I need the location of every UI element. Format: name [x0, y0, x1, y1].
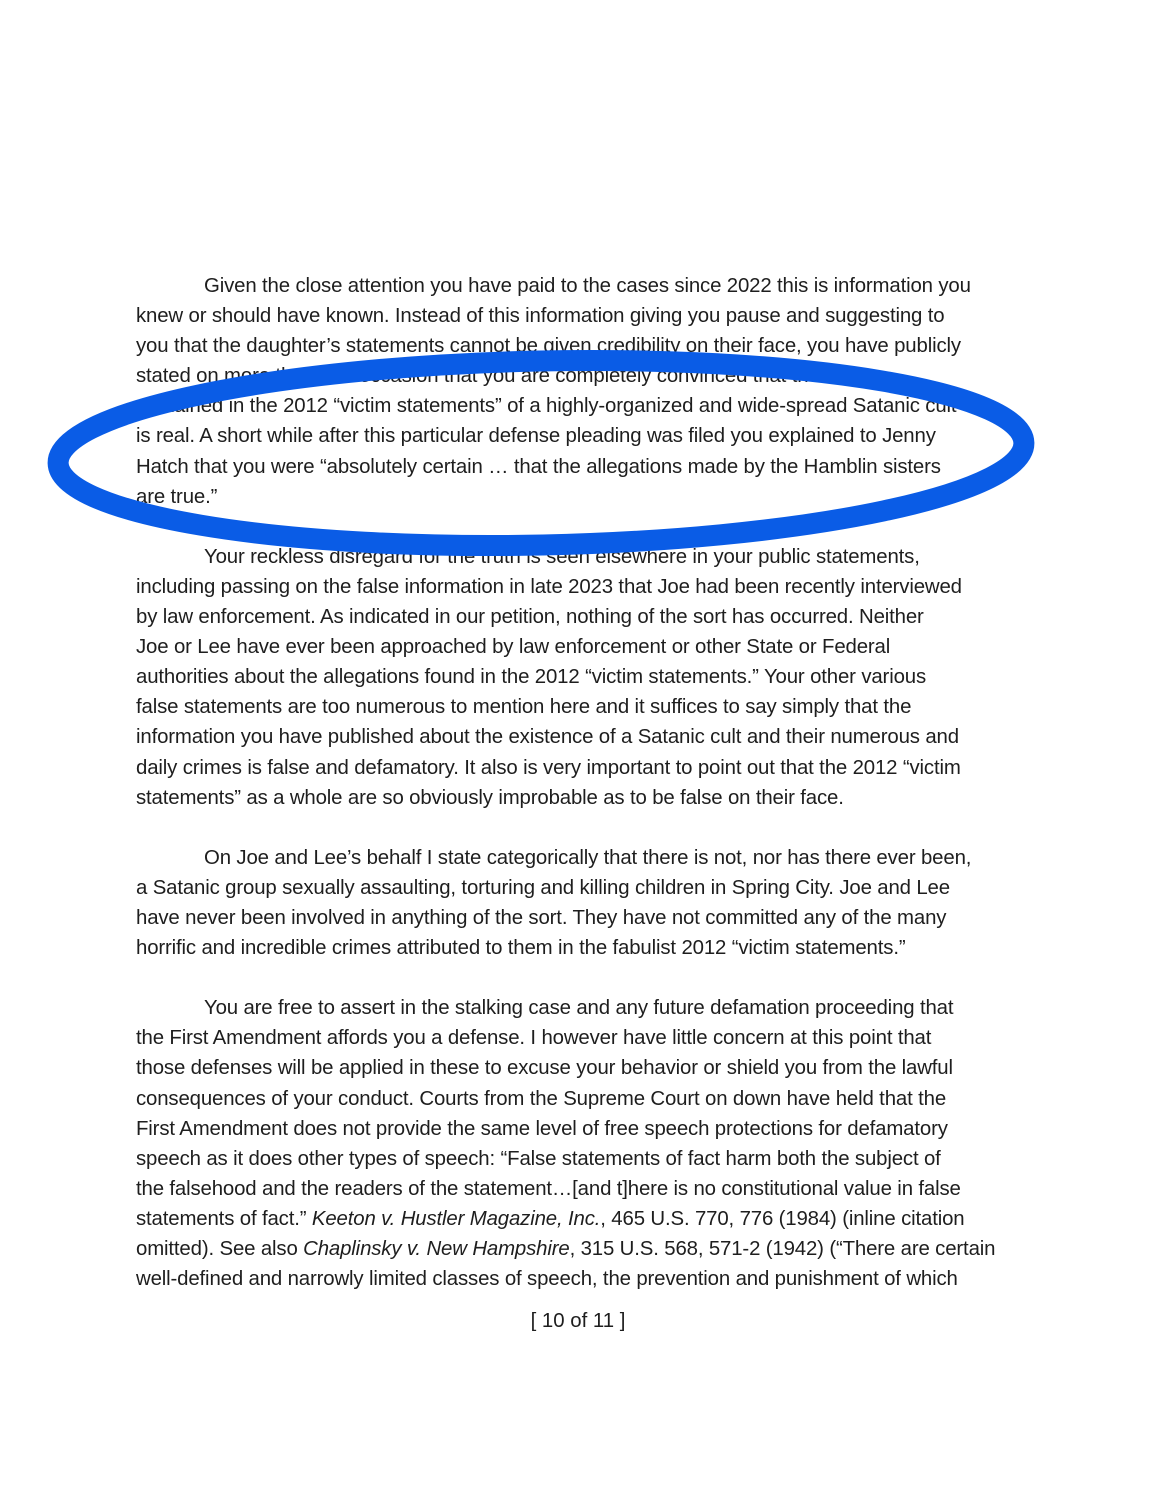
paragraph-4-line: well-defined and narrowly limited classes of speech, the prevention and punishment of which: [136, 1268, 958, 1291]
citation-post-text: , 465 U.S. 770, 776 (1984) (inline citation: [600, 1207, 965, 1230]
paragraph-1-line: Hatch that you were “absolutely certain … that the allegations made by the Hamblin sisters: [136, 455, 941, 478]
paragraph-2-line: daily crimes is false and defamatory. It also is very important to point out that the 2012 “victim: [136, 756, 961, 779]
paragraph-2-line: information you have published about the existence of a Satanic cult and their numerous and: [136, 726, 959, 749]
paragraph-1-line: is real. A short while after this particular defense pleading was filed you explained to Jenny: [136, 425, 936, 448]
paragraph-4-line: those defenses will be applied in these to excuse your behavior or shield you from the lawful: [136, 1057, 953, 1080]
paragraph-1-line: stated on more than one occasion that you are completely convinced that the story: [136, 365, 869, 388]
paragraph-spacer: [136, 963, 1021, 993]
paragraph-2-line: false statements are too numerous to mention here and it suffices to say simply that the: [136, 696, 912, 719]
paragraph-4-line: the falsehood and the readers of the statement…[and t]here is no constitutional value in false: [136, 1177, 961, 1200]
paragraph-1-line: contained in the 2012 “victim statements” of a highly-organized and wide-spread Satanic cult: [136, 395, 957, 418]
paragraph-spacer: [136, 512, 1021, 542]
paragraph-2-line: authorities about the allegations found in the 2012 “victim statements.” Your other various: [136, 666, 926, 689]
citation-pre-text: omitted). See also: [136, 1238, 304, 1260]
paragraph-3-line: a Satanic group sexually assaulting, torturing and killing children in Spring City. Joe and Lee: [136, 876, 950, 899]
paragraph-2-line: including passing on the false information in late 2023 that Joe had been recently interviewed: [136, 575, 962, 598]
citation-line-keeton: [136, 1204, 1021, 1234]
document-body: [136, 271, 1021, 1294]
paragraph-2-line: Joe or Lee have ever been approached by law enforcement or other State or Federal: [136, 636, 891, 659]
citation-line-chaplinsky: [136, 1234, 1021, 1264]
paragraph-4-line: the First Amendment affords you a defense. I however have little concern at this point that: [136, 1027, 932, 1050]
paragraph-spacer: [136, 813, 1021, 843]
paragraph-2-line: statements” as a whole are so obviously improbable as to be false on their face.: [136, 786, 844, 809]
paragraph-1-line: knew or should have known. Instead of this information giving you pause and suggesting to: [136, 305, 945, 328]
paragraph-4-line: You are free to assert in the stalking case and any future defamation proceeding that: [204, 997, 954, 1020]
case-name-chaplinsky: Chaplinsky v. New Hampshire: [303, 1238, 570, 1260]
paragraph-1-line: you that the daughter’s statements cannot be given credibility on their face, you have publicly: [136, 335, 961, 358]
paragraph-1-line: are true.”: [136, 485, 218, 508]
citation-post-text: , 315 U.S. 568, 571-2 (1942) (“There are certain: [569, 1238, 996, 1260]
paragraph-3-line: have never been involved in anything of the sort. They have not committed any of the many: [136, 906, 947, 929]
page-number: [ 10 of 11 ]: [530, 1310, 626, 1332]
paragraph-2-line: Your reckless disregard for the truth is seen elsewhere in your public statements,: [204, 545, 920, 568]
paragraph-3-line: On Joe and Lee’s behalf I state categorically that there is not, nor has there ever been,: [204, 846, 972, 869]
paragraph-2-line: by law enforcement. As indicated in our petition, nothing of the sort has occurred. Neither: [136, 606, 924, 629]
paragraph-1-line: Given the close attention you have paid to the cases since 2022 this is information you: [204, 275, 971, 297]
paragraph-3-line: horrific and incredible crimes attributed to them in the fabulist 2012 “victim statements.”: [136, 937, 906, 960]
citation-pre-text: statements of fact.”: [136, 1207, 312, 1230]
case-name-keeton: Keeton v. Hustler Magazine, Inc.: [311, 1207, 601, 1230]
paragraph-4-line: First Amendment does not provide the same level of free speech protections for defamatory: [136, 1117, 948, 1140]
paragraph-4-line: speech as it does other types of speech: “False statements of fact harm both the subject of: [136, 1147, 941, 1170]
paragraph-4-line: consequences of your conduct. Courts from the Supreme Court on down have held that the: [136, 1087, 947, 1110]
